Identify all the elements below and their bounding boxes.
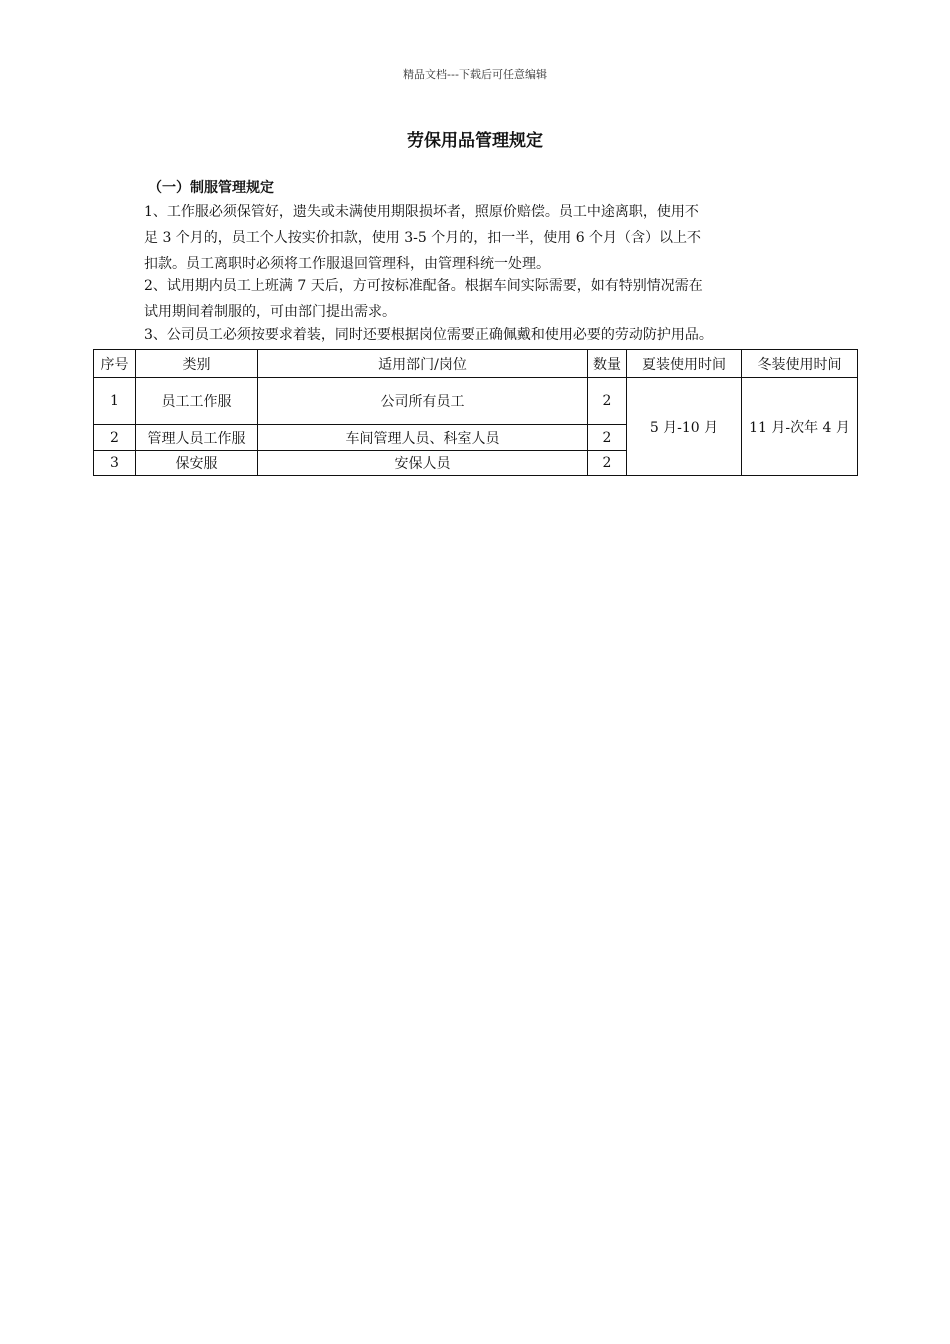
- paragraph-3: [144, 322, 816, 348]
- cell-dept: 安保人员: [258, 451, 588, 476]
- cell-category: 管理人员工作服: [136, 425, 258, 451]
- cell-qty: 2: [588, 451, 627, 476]
- uniform-table: [93, 349, 858, 476]
- cell-qty: 2: [588, 425, 627, 451]
- cell-dept: 公司所有员工: [258, 378, 588, 425]
- cell-winter-time: 11 月-次年 4 月: [742, 378, 858, 476]
- cell-no: 3: [94, 451, 136, 476]
- header-category: 类别: [136, 350, 258, 378]
- cell-no: 2: [94, 425, 136, 451]
- header-dept: 适用部门/岗位: [258, 350, 588, 378]
- paragraph-line: 1、工作服必须保管好，遗失或未满使用期限损坏者，照原价赔偿。员工中途离职，使用不: [144, 204, 699, 220]
- cell-category: 保安服: [136, 451, 258, 476]
- cell-summer-time: 5 月-10 月: [627, 378, 742, 476]
- header-summer-time: 夏装使用时间: [627, 350, 742, 378]
- paragraph-line: 2、试用期内员工上班满 7 天后，方可按标准配备。根据车间实际需要，如有特别情况需在: [144, 278, 703, 294]
- table-row: [94, 378, 858, 425]
- section-heading: （一）制服管理规定: [148, 180, 274, 196]
- cell-no: 1: [94, 378, 136, 425]
- paragraph-line: 3、公司员工必须按要求着装，同时还要根据岗位需要正确佩戴和使用必要的劳动防护用品。: [144, 327, 713, 343]
- paragraph-line: 扣款。员工离职时必须将工作服退回管理科，由管理科统一处理。: [144, 256, 550, 272]
- cell-dept: 车间管理人员、科室人员: [258, 425, 588, 451]
- document-title: 劳保用品管理规定: [407, 131, 543, 151]
- header-note: 精品文档---下载后可任意编辑: [403, 68, 547, 81]
- paragraph-1: [144, 199, 816, 277]
- paragraph-line: 试用期间着制服的，可由部门提出需求。: [144, 304, 396, 320]
- table-header-row: [94, 350, 858, 378]
- paragraph-line: 足 3 个月的，员工个人按实价扣款，使用 3-5 个月的，扣一半，使用 6 个月（含）以上不: [144, 230, 702, 246]
- paragraph-2: [144, 273, 816, 325]
- header-qty: 数量: [588, 350, 627, 378]
- header-winter-time: 冬装使用时间: [742, 350, 858, 378]
- header-no: 序号: [94, 350, 136, 378]
- cell-category: 员工工作服: [136, 378, 258, 425]
- cell-qty: 2: [588, 378, 627, 425]
